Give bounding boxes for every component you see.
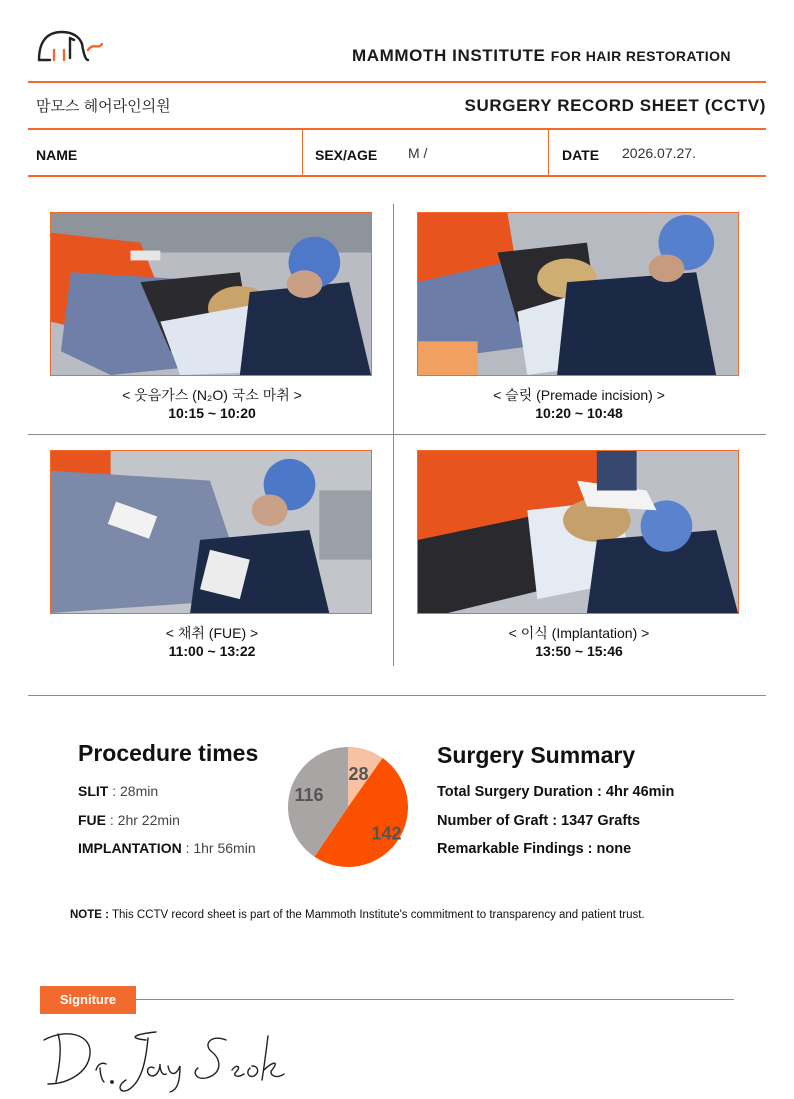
name-label: NAME <box>36 147 78 163</box>
caption-title: < 웃음가스 (N₂O) 국소 마취 > <box>122 387 302 403</box>
signature-label: Signiture <box>40 986 136 1014</box>
caption-title: < 채취 (FUE) > <box>165 625 259 641</box>
procedure-label: FUE <box>78 812 106 828</box>
grid-horizontal-divider <box>28 434 766 435</box>
pie-slice-label: 116 <box>294 785 324 806</box>
caption-slit <box>409 386 749 422</box>
pie-slice-label: 28 <box>348 763 369 784</box>
header-divider <box>28 81 766 83</box>
date-value: 2026.07.27. <box>622 145 696 161</box>
procedure-label: IMPLANTATION <box>78 840 182 856</box>
procedure-row-slit: SLIT : 28min <box>78 783 159 799</box>
procedure-label: SLIT <box>78 783 109 799</box>
sexage-value: M / <box>408 145 428 161</box>
procedure-value: 1hr 56min <box>193 840 256 856</box>
caption-anesthesia <box>42 386 382 422</box>
cctv-photo-anesthesia <box>50 212 372 376</box>
institute-main: MAMMOTH INSTITUTE <box>352 46 546 65</box>
note <box>70 909 645 921</box>
caption-implantation <box>409 624 749 660</box>
caption-time: 10:15 ~ 10:20 <box>168 405 256 421</box>
info-bottom-divider <box>28 175 766 177</box>
caption-time: 11:00 ~ 13:22 <box>168 643 256 659</box>
sheet-title: SURGERY RECORD SHEET (CCTV) <box>464 96 766 115</box>
info-separator <box>548 130 549 176</box>
summary-duration: Total Surgery Duration : 4hr 46min <box>437 784 675 800</box>
institute-sub: FOR HAIR RESTORATION <box>550 48 731 64</box>
caption-title: < 슬릿 (Premade incision) > <box>493 387 665 403</box>
cctv-photo-slit <box>417 212 739 376</box>
caption-time: 10:20 ~ 10:48 <box>535 405 623 421</box>
info-separator <box>302 130 303 176</box>
cctv-photo-fue <box>50 450 372 614</box>
procedure-row-implantation: IMPLANTATION : 1hr 56min <box>78 840 256 856</box>
summary-grafts: Number of Graft : 1347 Grafts <box>437 813 641 829</box>
procedure-value: 28min <box>120 783 159 799</box>
institute-name <box>352 46 731 66</box>
grid-vertical-divider <box>393 204 394 666</box>
pie-slice-label: 142 <box>371 823 402 844</box>
surgery-summary-title: Surgery Summary <box>437 742 636 768</box>
note-label: NOTE : <box>70 909 109 921</box>
signature-line <box>136 999 734 1000</box>
cctv-photo-implantation <box>417 450 739 614</box>
note-text: This CCTV record sheet is part of the Mammoth Institute's commitment to transparency and patient trust. <box>111 909 645 921</box>
procedure-times-title: Procedure times <box>78 740 259 766</box>
mammoth-logo-icon <box>36 28 108 64</box>
procedure-value: 2hr 22min <box>117 812 180 828</box>
clinic-korean-name: 맘모스 헤어라인의원 <box>36 98 171 115</box>
procedure-pie-chart <box>284 743 412 871</box>
caption-time: 13:50 ~ 15:46 <box>535 643 623 659</box>
summary-findings: Remarkable Findings : none <box>437 841 632 857</box>
handwritten-signature <box>36 1024 306 1094</box>
date-label: DATE <box>562 147 600 163</box>
caption-title: < 이식 (Implantation) > <box>508 625 650 641</box>
caption-fue <box>42 624 382 660</box>
info-top-divider <box>28 128 766 130</box>
section-divider <box>28 695 766 696</box>
procedure-row-fue: FUE : 2hr 22min <box>78 812 180 828</box>
sexage-label: SEX/AGE <box>315 147 378 163</box>
